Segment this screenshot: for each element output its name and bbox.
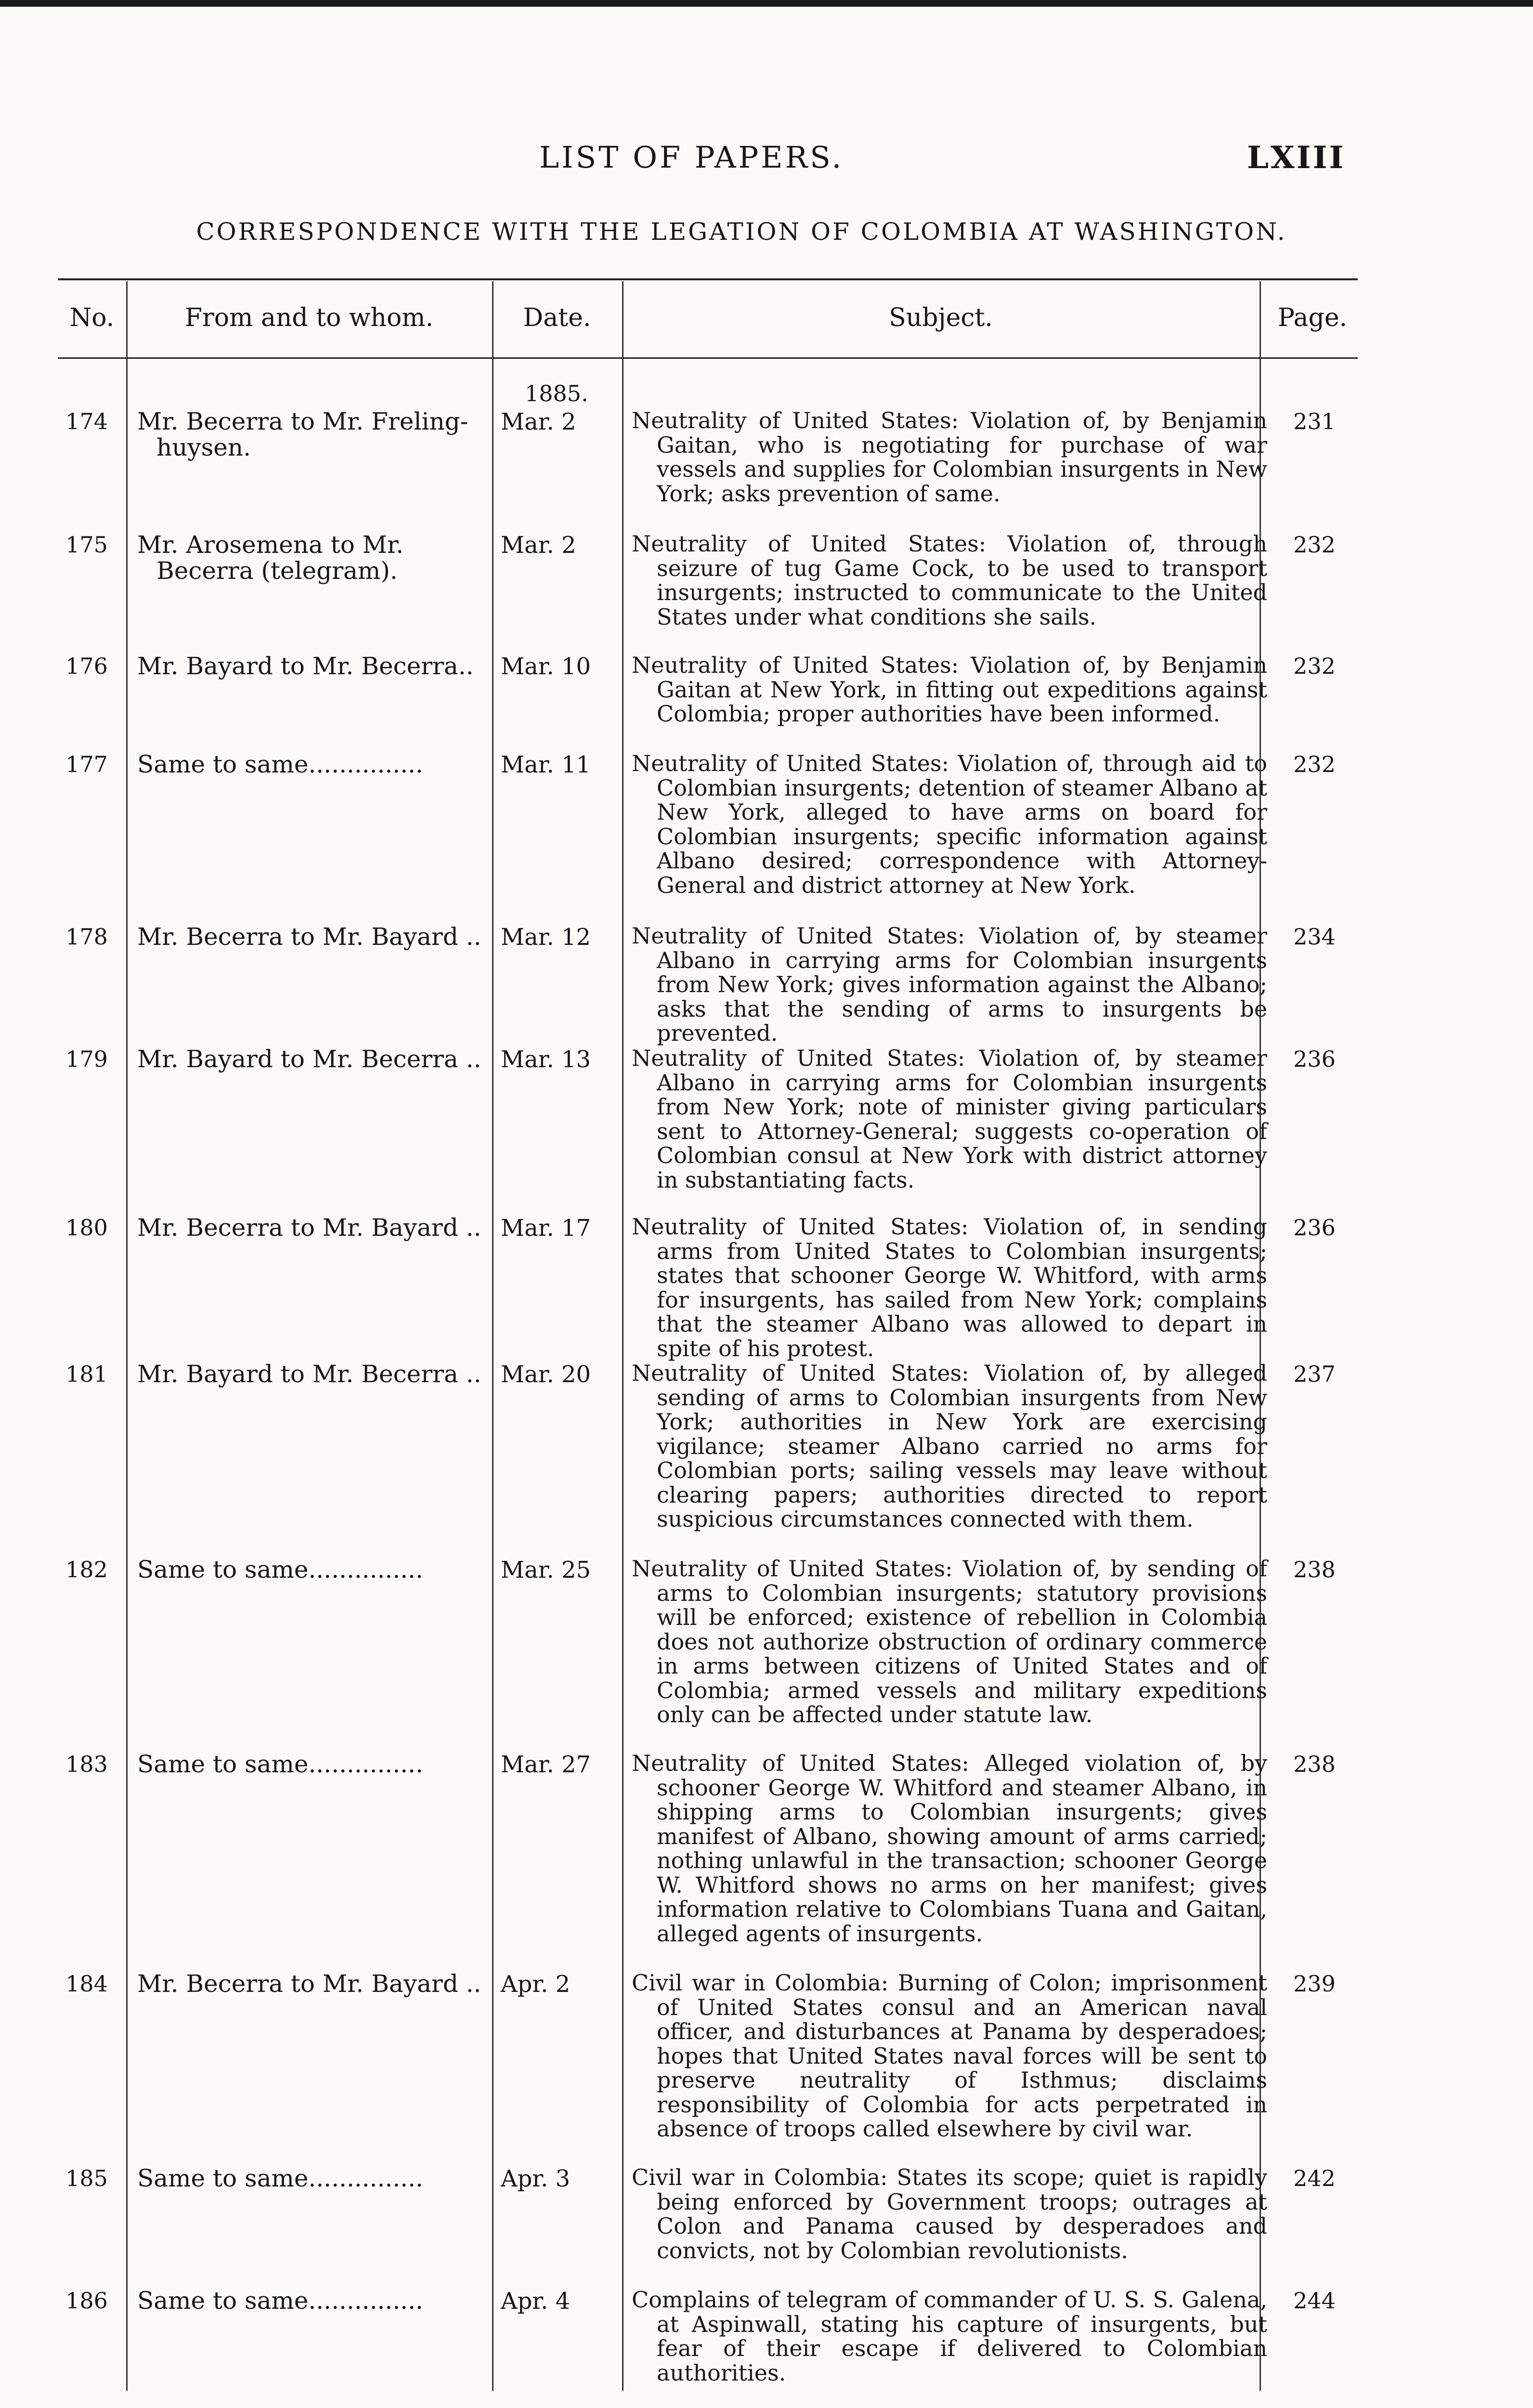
- column-header-page: Page.: [1277, 303, 1348, 332]
- table-top-rule: [58, 278, 1358, 280]
- row-page: 232: [1293, 751, 1336, 777]
- row-from-to: Mr. Becerra to Mr. Bayard ..: [137, 923, 481, 951]
- row-date: Mar. 20: [501, 1361, 591, 1388]
- row-subject: Neutrality of United States: Violation of, through aid to Colombian insurgents; detention of steamer Albano at New York, alleged to have arms on board for Colombian insurgents; specific information against Albano desired; correspondence with Attorney-General and district attorney at New York.: [632, 750, 1267, 898]
- row-date: Apr. 3: [501, 2165, 571, 2192]
- row-page: 236: [1293, 1046, 1336, 1072]
- row-subject: Neutrality of United States: Violation of, by Benjamin Gaitan, who is negotiating for purchase of war vessels and supplies for Colombian insurgents in New York; asks prevention of same.: [632, 407, 1267, 507]
- section-title: CORRESPONDENCE WITH THE LEGATION OF COLOMBIA AT WASHINGTON.: [196, 218, 1287, 246]
- row-number: 174: [65, 408, 108, 434]
- row-subject: Neutrality of United States: Violation of, by alleged sending of arms to Colombian insurgents from New York; authorities in New York are exercising vigilance; steamer Albano carried no arms for Colombian ports; sailing vessels may leave without clearing papers; authorities directed to report suspicious circumstances connected with them.: [632, 1360, 1267, 1532]
- row-number: 182: [65, 1557, 108, 1583]
- row-date: Mar. 11: [501, 751, 591, 778]
- row-from-to: Mr. Arosemena to Mr. Becerra (telegram).: [137, 531, 404, 585]
- row-subject: Civil war in Colombia: States its scope; quiet is rapidly being enforced by Government troops; outrages at Colon and Panama caused by desperadoes and convicts, not by Colombian revolutionists.: [632, 2164, 1267, 2264]
- row-subject: Neutrality of United States: Violation of, by steamer Albano in carrying arms for Colombian insurgents from New York; note of minister giving particulars sent to Attorney-General; suggests co-operation of Colombian consul at New York with district attorney in substantiating facts.: [632, 1045, 1267, 1193]
- row-subject: Neutrality of United States: Violation of, by Benjamin Gaitan at New York, in fitting out expeditions against Colombia; proper authorities have been informed.: [632, 652, 1267, 727]
- row-page: 234: [1293, 924, 1336, 950]
- row-subject: Neutrality of United States: Violation of, through seizure of tug Game Cock, to be used to transport insurgents; instructed to communicate to the United States under what conditions she sails.: [632, 531, 1267, 630]
- header-bottom-rule: [58, 357, 1358, 359]
- row-page: 238: [1293, 1557, 1336, 1583]
- row-number: 178: [65, 924, 108, 950]
- row-page: 239: [1293, 1971, 1336, 1997]
- page-number: LXIII: [1247, 140, 1346, 176]
- row-page: 232: [1293, 653, 1336, 679]
- row-date: Mar. 17: [501, 1215, 591, 1242]
- row-page: 236: [1293, 1215, 1336, 1241]
- column-divider-1: [126, 281, 128, 2391]
- row-from-to: Same to same...............: [137, 750, 423, 778]
- row-from-to: Same to same...............: [137, 2164, 423, 2192]
- scan-top-edge: [0, 0, 1533, 7]
- row-from-to: Mr. Becerra to Mr. Freling-huysen.: [137, 407, 468, 461]
- row-date: Mar. 13: [501, 1046, 591, 1073]
- row-page: 231: [1293, 408, 1336, 434]
- row-page: 237: [1293, 1361, 1336, 1387]
- row-date: Mar. 25: [501, 1557, 591, 1584]
- column-header-no: No.: [69, 303, 115, 332]
- row-date: Mar. 10: [501, 653, 591, 680]
- row-from-to: Same to same...............: [137, 1556, 423, 1584]
- row-from-to: Mr. Bayard to Mr. Becerra..: [137, 652, 474, 680]
- row-subject: Neutrality of United States: Alleged violation of, by schooner George W. Whitford and steamer Albano, in shipping arms to Colombian insurgents; gives manifest of Albano, showing amount of arms carried; nothing unlawful in the transaction; schooner George W. Whitford shows no arms on her manifest; gives information relative to Colombians Tuana and Gaitan, alleged agents of insurgents.: [632, 1750, 1267, 1947]
- row-subject: Civil war in Colombia: Burning of Colon; imprisonment of United States consul and an American naval officer, and disturbances at Panama by desperadoes; hopes that United States naval forces will be sent to preserve neutrality of Isthmus; disclaims responsibility of Colombia for acts perpetrated in absence of troops called elsewhere by civil war.: [632, 1970, 1267, 2142]
- row-from-to: Same to same...............: [137, 2287, 423, 2315]
- running-title: LIST OF PAPERS.: [539, 140, 844, 175]
- row-date: Mar. 12: [501, 924, 591, 951]
- row-number: 186: [65, 2288, 108, 2314]
- row-number: 177: [65, 751, 108, 777]
- row-number: 175: [65, 532, 108, 558]
- row-from-to: Same to same...............: [137, 1750, 423, 1778]
- row-date: Apr. 4: [501, 2288, 571, 2315]
- row-from-to: Mr. Bayard to Mr. Becerra ..: [137, 1045, 481, 1073]
- row-date: Mar. 2: [501, 532, 576, 559]
- row-number: 181: [65, 1361, 108, 1387]
- row-page: 242: [1293, 2165, 1336, 2191]
- row-subject: Neutrality of United States: Violation of, in sending arms from United States to Colombian insurgents; states that schooner George W. Whitford, with arms for insurgents, has sailed from New York; complains that the steamer Albano was allowed to depart in spite of his protest.: [632, 1214, 1267, 1361]
- year-label: 1885.: [525, 380, 588, 406]
- row-date: Mar. 27: [501, 1751, 591, 1778]
- row-number: 184: [65, 1971, 108, 1997]
- row-from-to: Mr. Becerra to Mr. Bayard ..: [137, 1214, 481, 1242]
- row-number: 179: [65, 1046, 108, 1072]
- row-number: 176: [65, 653, 108, 679]
- row-from-to: Mr. Becerra to Mr. Bayard ..: [137, 1970, 481, 1998]
- row-from-to: Mr. Bayard to Mr. Becerra ..: [137, 1360, 481, 1388]
- row-page: 238: [1293, 1751, 1336, 1777]
- column-divider-3: [622, 281, 624, 2391]
- row-subject: Complains of telegram of commander of U. S. S. Galena, at Aspinwall, stating his capture of insurgents, but fear of their escape if delivered to Colombian authorities.: [632, 2287, 1267, 2386]
- row-page: 232: [1293, 532, 1336, 558]
- column-header-date: Date.: [523, 303, 591, 332]
- row-subject: Neutrality of United States: Violation of, by sending of arms to Colombian insurgents; statutory provisions will be enforced; existence of rebellion in Colombia does not authorize obstruction of ordinary commerce in arms between citizens of United States and of Colombia; armed vessels and military expeditions only can be affected under statute law.: [632, 1556, 1267, 1727]
- page-header: [0, 140, 1533, 178]
- row-date: Apr. 2: [501, 1971, 571, 1998]
- column-header-from-to: From and to whom.: [184, 303, 434, 332]
- row-number: 183: [65, 1751, 108, 1777]
- row-number: 180: [65, 1215, 108, 1241]
- column-header-subject: Subject.: [889, 303, 993, 332]
- row-date: Mar. 2: [501, 408, 576, 435]
- column-divider-2: [492, 281, 494, 2391]
- row-page: 244: [1293, 2288, 1336, 2314]
- row-subject: Neutrality of United States: Violation of, by steamer Albano in carrying arms for Colombian insurgents from New York; gives information against the Albano; asks that the sending of arms to insurgents be prevented.: [632, 923, 1267, 1046]
- row-number: 185: [65, 2165, 108, 2191]
